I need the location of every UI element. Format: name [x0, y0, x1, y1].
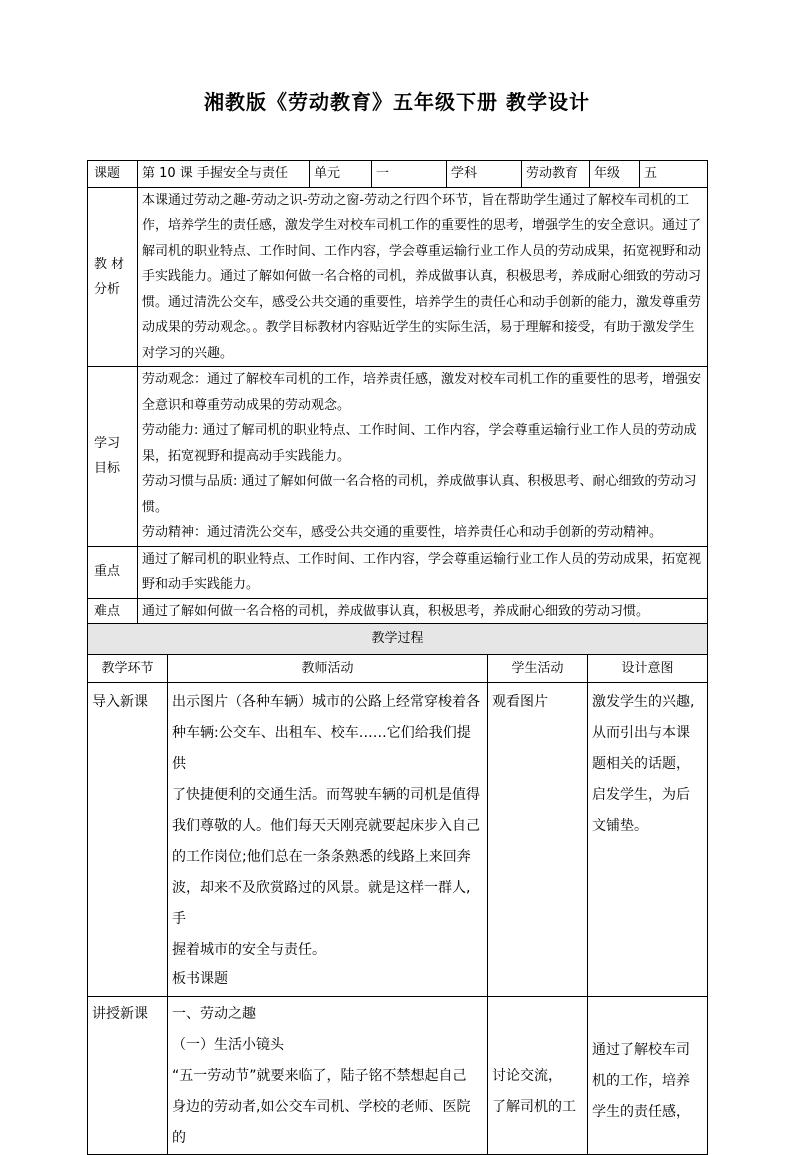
analysis-label: [88, 187, 138, 367]
intent-line: 题相关的话题，: [592, 756, 690, 772]
goal-item: 劳动习惯与品质: 通过了解如何做一名合格的司机，养成做事认真、积极思考、耐心细致的劳动习惯。: [142, 474, 697, 515]
design-intent-cell: [588, 997, 708, 1155]
goals-row: [88, 367, 708, 547]
grade-value: 五: [640, 161, 708, 188]
intent-line: 文铺垫。: [592, 818, 648, 834]
column-header: 教师活动: [168, 655, 488, 683]
intent-line: 激发学生的兴趣,: [592, 694, 695, 710]
goals-label-line1: 学习: [94, 436, 121, 452]
analysis-label-line2: 分析: [94, 281, 121, 297]
student-line: 讨论交流，: [492, 1068, 562, 1084]
teacher-line: 身边的劳动者,如公交车司机、学校的老师、医院的: [172, 1099, 471, 1146]
intent-line: 学生的责任感，: [592, 1104, 690, 1120]
analysis-label-line1: 教 材: [94, 256, 125, 272]
teacher-line: 握着城市的安全与责任。: [172, 942, 326, 958]
column-header: 学生活动: [488, 655, 588, 683]
design-intent-cell: [588, 683, 708, 997]
intent-line: 从而引出与本课: [592, 725, 690, 741]
teaching-process-table: [87, 623, 708, 1155]
key-point-text: 通过了解司机的职业特点、工作时间、工作内容，学会尊重运输行业工作人员的劳动成果，拓宽视野和动手实践能力。: [138, 546, 708, 598]
process-header-row: [88, 655, 708, 683]
topic-row: [88, 161, 708, 188]
topic-label: 课题: [88, 161, 138, 188]
column-header: 教学环节: [88, 655, 168, 683]
teacher-line: 我们尊敬的人。他们每天天刚亮就要起床步入自己: [172, 818, 480, 834]
teacher-line: 出示图片（各种车辆）城市的公路上经常穿梭着各: [172, 694, 480, 710]
teacher-line: 种车辆:公交车、出租车、校车……它们给我们提供: [172, 725, 471, 772]
student-activity-cell: [488, 997, 588, 1155]
teacher-line: “五一劳动节”就要来临了，陆子铭不禁想起自己: [172, 1068, 467, 1084]
column-header: 设计意图: [588, 655, 708, 683]
lesson-info-table: [87, 160, 708, 625]
goals-label: [88, 367, 138, 547]
goal-item: 劳动能力: 通过了解司机的职业特点、工作时间、工作内容，学会尊重运输行业工作人员的劳动成果，拓宽视野和提高动手实践能力。: [142, 423, 697, 464]
analysis-row: [88, 187, 708, 367]
intent-line: 通过了解校车司: [592, 1042, 690, 1058]
teacher-line: 板书课题: [172, 971, 228, 987]
process-title-row: [88, 624, 708, 655]
goal-item: 劳动观念：通过了解校车司机的工作，培养责任感，激发对校车司机工作的重要性的思考，增强安全意识和尊重劳动成果的劳动观念。: [142, 372, 702, 413]
goal-item: 劳动精神：通过清洗公交车，感受公共交通的重要性，培养责任心和动手创新的劳动精神。: [142, 525, 663, 540]
subject-value: 劳动教育: [522, 161, 590, 188]
intent-line: 机的工作，培养: [592, 1073, 690, 1089]
topic-value: 第 10 课 手握安全与责任: [138, 161, 310, 188]
goals-text: [138, 367, 708, 547]
stage-cell: 讲授新课: [88, 997, 168, 1155]
teacher-line: 波，却来不及欣赏路过的风景。就是这样一群人,手: [172, 880, 471, 927]
teacher-activity-cell: [168, 997, 488, 1155]
difficulty-label: 难点: [88, 598, 138, 625]
goals-label-line2: 目标: [94, 461, 121, 477]
student-line: 了解司机的工: [492, 1099, 576, 1115]
unit-value: 一: [372, 161, 447, 188]
stage-cell: 导入新课: [88, 683, 168, 997]
student-activity-cell: 观看图片: [488, 683, 588, 997]
intent-line: 启发学生，为后: [592, 787, 690, 803]
key-point-row: [88, 546, 708, 598]
key-point-label: 重点: [88, 546, 138, 598]
teacher-line: 了快捷便利的交通生活。而驾驶车辆的司机是值得: [172, 787, 480, 803]
subject-label: 学科: [447, 161, 522, 188]
difficulty-row: [88, 598, 708, 625]
teacher-activity-cell: [168, 683, 488, 997]
process-row-new-lesson: [88, 997, 708, 1155]
teacher-line: 一、劳动之趣: [172, 1006, 256, 1022]
teacher-line: 的工作岗位;他们总在一条条熟悉的线路上来回奔: [172, 849, 471, 865]
unit-label: 单元: [310, 161, 372, 188]
document-title: 湘教版《劳动教育》五年级下册 教学设计: [204, 90, 590, 114]
analysis-text: 本课通过劳动之趣-劳动之识-劳动之窗-劳动之行四个环节，旨在帮助学生通过了解校车司机的工作，培养学生的责任感，激发学生对校车司机工作的重要性的思考，增强学生的安全意识。通过了解司机的职业特点、工作时间、工作内容，学会尊重运输行业工作人员的劳动成果，拓宽视野和动手实践能力。通过了解如何做一名合格的司机，养成做事认真，积极思考，养成耐心细致的劳动习惯。通过清洗公交车，感受公共交通的重要性，培养学生的责任心和动手创新的能力，激发尊重劳动成果的劳动观念。。教学目标教材内容贴近学生的实际生活，易于理解和接受，有助于激发学生对学习的兴趣。: [138, 187, 708, 367]
teacher-line: （一）生活小镜头: [172, 1037, 284, 1053]
grade-label: 年级: [590, 161, 640, 188]
difficulty-text: 通过了解如何做一名合格的司机，养成做事认真，积极思考，养成耐心细致的劳动习惯。: [138, 598, 708, 625]
process-row-intro: [88, 683, 708, 997]
process-title: 教学过程: [88, 624, 708, 655]
